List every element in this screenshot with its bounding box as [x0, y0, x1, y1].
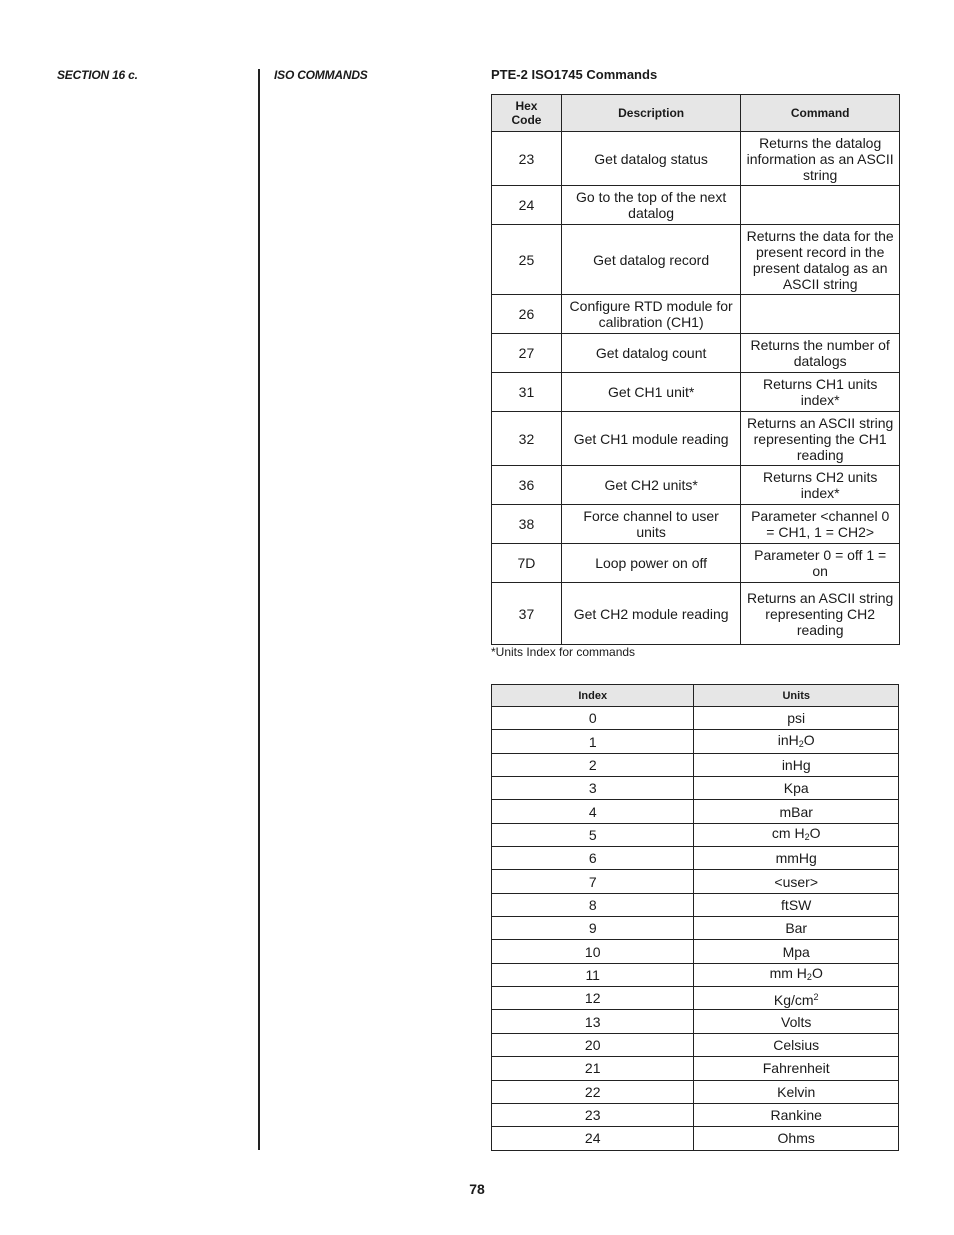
- units-suffix: O: [809, 824, 821, 841]
- index-cell: 0: [492, 707, 694, 730]
- units-text: Volts: [781, 1013, 812, 1030]
- units-cell: [694, 917, 899, 940]
- command-row: [492, 186, 900, 225]
- units-footnote: *Units Index for commands: [491, 645, 636, 659]
- command-cell: Returns an ASCII string representing CH2 reading: [741, 583, 900, 645]
- hex-code-cell: 23: [492, 132, 562, 186]
- units-text: cm H: [771, 824, 805, 841]
- index-cell: 24: [492, 1127, 694, 1150]
- units-row: [492, 823, 899, 846]
- description-cell: Loop power on off: [561, 544, 740, 583]
- units-text: Kelvin: [777, 1083, 816, 1100]
- units-subscript: 2: [804, 831, 810, 842]
- units-cell: [694, 1033, 899, 1056]
- units-text: Rankine: [770, 1107, 822, 1124]
- command-row: [492, 583, 900, 645]
- hex-code-cell: 31: [492, 373, 562, 412]
- command-row: [492, 225, 900, 295]
- description-cell: Get CH2 units*: [561, 466, 740, 505]
- description-cell: Get datalog status: [561, 132, 740, 186]
- units-text: Fahrenheit: [762, 1060, 830, 1077]
- units-row: [492, 940, 899, 963]
- command-cell: Parameter 0 = off 1 = on: [741, 544, 900, 583]
- units-subscript: 2: [798, 738, 804, 749]
- units-cell: [694, 823, 899, 846]
- command-row: [492, 412, 900, 466]
- command-row: [492, 132, 900, 186]
- command-cell: [741, 186, 900, 225]
- units-superscript: 2: [813, 991, 819, 1002]
- units-text: mmHg: [775, 850, 817, 867]
- command-cell: [741, 295, 900, 334]
- units-cell: [694, 940, 899, 963]
- command-row: [492, 544, 900, 583]
- hex-code-cell: 27: [492, 334, 562, 373]
- index-cell: 6: [492, 847, 694, 870]
- units-cell: [694, 753, 899, 776]
- units-row: [492, 1103, 899, 1126]
- commands-table-title: PTE-2 ISO1745 Commands: [491, 67, 658, 82]
- units-row: [492, 893, 899, 916]
- section-label: SECTION 16 c.: [57, 68, 138, 82]
- units-subscript: 2: [806, 971, 812, 982]
- hex-code-cell: 36: [492, 466, 562, 505]
- units-cell: [694, 1127, 899, 1150]
- topic-label: ISO COMMANDS: [274, 68, 368, 82]
- units-row: [492, 730, 899, 753]
- units-row: [492, 707, 899, 730]
- command-row: [492, 334, 900, 373]
- units-cell: [694, 707, 899, 730]
- hex-code-cell: 7D: [492, 544, 562, 583]
- description-cell: Get datalog record: [561, 225, 740, 295]
- units-text: Mpa: [782, 943, 810, 960]
- units-text: inH: [777, 731, 799, 748]
- units-row: [492, 1127, 899, 1150]
- command-row: [492, 373, 900, 412]
- units-cell: [694, 893, 899, 916]
- units-text: inHg: [781, 756, 811, 773]
- units-row: [492, 777, 899, 800]
- index-cell: 2: [492, 753, 694, 776]
- units-text: Kpa: [783, 780, 809, 797]
- units-row: [492, 800, 899, 823]
- hex-code-cell: 26: [492, 295, 562, 334]
- description-cell: Get CH2 module reading: [561, 583, 740, 645]
- command-row: [492, 505, 900, 544]
- units-row: [492, 1033, 899, 1056]
- units-cell: [694, 1080, 899, 1103]
- description-cell: Get datalog count: [561, 334, 740, 373]
- index-cell: 22: [492, 1080, 694, 1103]
- command-row: [492, 466, 900, 505]
- index-cell: 9: [492, 917, 694, 940]
- units-cell: [694, 963, 899, 986]
- command-row: [492, 295, 900, 334]
- index-cell: 20: [492, 1033, 694, 1056]
- index-cell: 12: [492, 987, 694, 1010]
- description-cell: Go to the top of the next datalog: [561, 186, 740, 225]
- index-cell: 11: [492, 963, 694, 986]
- command-cell: Returns CH1 units index*: [741, 373, 900, 412]
- units-cell: [694, 800, 899, 823]
- units-text: Celsius: [773, 1036, 820, 1053]
- description-cell: Force channel to user units: [561, 505, 740, 544]
- index-cell: 4: [492, 800, 694, 823]
- header-hex-code: Hex Code: [492, 95, 562, 132]
- units-row: [492, 917, 899, 940]
- units-cell: [694, 987, 899, 1010]
- units-text: Bar: [785, 920, 808, 937]
- units-row: [492, 753, 899, 776]
- units-cell: [694, 1010, 899, 1033]
- index-cell: 8: [492, 893, 694, 916]
- units-cell: [694, 870, 899, 893]
- hex-code-cell: 25: [492, 225, 562, 295]
- units-row: [492, 963, 899, 986]
- units-suffix: O: [803, 731, 815, 748]
- description-cell: Get CH1 unit*: [561, 373, 740, 412]
- units-cell: [694, 777, 899, 800]
- page-number: 78: [469, 1181, 485, 1197]
- units-index-table: [491, 684, 899, 1151]
- units-row: [492, 870, 899, 893]
- index-cell: 23: [492, 1103, 694, 1126]
- command-cell: Returns an ASCII string representing the CH1 reading: [741, 412, 900, 466]
- description-cell: Configure RTD module for calibration (CH1): [561, 295, 740, 334]
- units-text: mBar: [779, 803, 813, 820]
- command-cell: Returns the datalog information as an ASCII string: [741, 132, 900, 186]
- units-row: [492, 987, 899, 1010]
- units-row: [492, 1080, 899, 1103]
- index-cell: 5: [492, 823, 694, 846]
- commands-table: [491, 94, 900, 645]
- command-cell: Returns the number of datalogs: [741, 334, 900, 373]
- units-cell: [694, 730, 899, 753]
- command-cell: Parameter <channel 0 = CH1, 1 = CH2>: [741, 505, 900, 544]
- units-suffix: O: [811, 964, 823, 981]
- units-row: [492, 847, 899, 870]
- units-cell: [694, 1057, 899, 1080]
- units-text: <user>: [774, 873, 819, 890]
- units-cell: [694, 1103, 899, 1126]
- hex-code-cell: 32: [492, 412, 562, 466]
- header-description: Description: [561, 95, 740, 132]
- index-cell: 21: [492, 1057, 694, 1080]
- units-row: [492, 1057, 899, 1080]
- units-cell: [694, 847, 899, 870]
- hex-code-cell: 38: [492, 505, 562, 544]
- units-row: [492, 1010, 899, 1033]
- index-cell: 1: [492, 730, 694, 753]
- command-cell: Returns the data for the present record in the present datalog as an ASCII string: [741, 225, 900, 295]
- units-text: Ohms: [777, 1130, 815, 1147]
- index-cell: 3: [492, 777, 694, 800]
- description-cell: Get CH1 module reading: [561, 412, 740, 466]
- header-command: Command: [741, 95, 900, 132]
- hex-code-cell: 37: [492, 583, 562, 645]
- hex-code-cell: 24: [492, 186, 562, 225]
- header-units: Units: [694, 685, 899, 707]
- index-cell: 7: [492, 870, 694, 893]
- index-cell: 13: [492, 1010, 694, 1033]
- index-cell: 10: [492, 940, 694, 963]
- units-text: mm H: [769, 964, 807, 981]
- command-cell: Returns CH2 units index*: [741, 466, 900, 505]
- units-text: ftSW: [781, 896, 812, 913]
- units-text: Kg/cm: [773, 991, 814, 1008]
- header-index: Index: [492, 685, 694, 707]
- units-text: psi: [787, 710, 806, 727]
- vertical-divider: [258, 69, 260, 1150]
